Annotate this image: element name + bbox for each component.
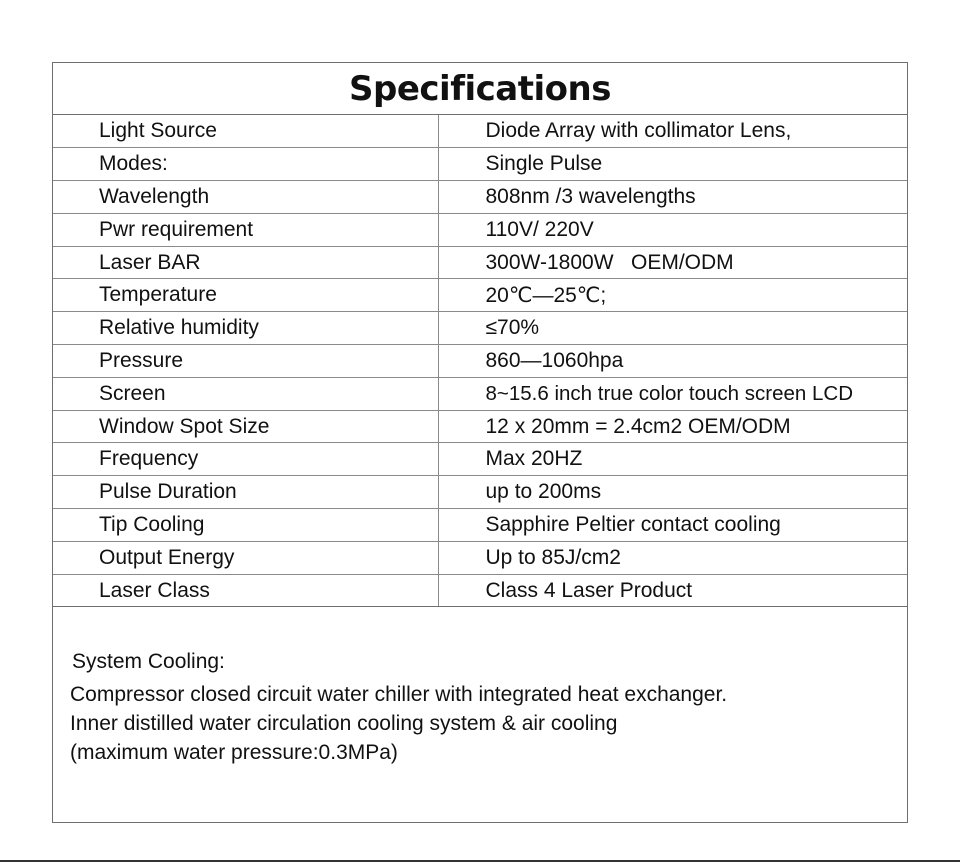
table-row [53,345,907,378]
spec-label: Screen [53,377,438,410]
table-row [53,312,907,345]
spec-value: 300W-1800W OEM/ODM [438,246,907,279]
spec-label: Pwr requirement [53,213,438,246]
system-cooling-section [53,607,907,767]
table-row [53,377,907,410]
spec-label: Window Spot Size [53,410,438,443]
system-cooling-line: (maximum water pressure:0.3MPa) [70,741,398,765]
spec-value: Up to 85J/cm2 [438,541,907,574]
spec-value: Single Pulse [438,148,907,181]
spec-label: Tip Cooling [53,509,438,542]
spec-value: 12 x 20mm = 2.4cm2 OEM/ODM [438,410,907,443]
spec-value: Class 4 Laser Product [438,574,907,607]
spec-value: 110V/ 220V [438,213,907,246]
table-row [53,541,907,574]
spec-label: Relative humidity [53,312,438,345]
spec-label: Pressure [53,345,438,378]
specifications-sheet [52,62,908,823]
spec-value: 20℃—25℃; [438,279,907,312]
spec-label: Light Source [53,115,438,148]
table-row [53,410,907,443]
page-title: Specifications [349,68,611,109]
system-cooling-heading: System Cooling: [72,650,225,674]
spec-label: Frequency [53,443,438,476]
spec-value: Max 20HZ [438,443,907,476]
spec-table [53,115,907,607]
spec-label: Output Energy [53,541,438,574]
title-bar [53,63,907,115]
spec-value: 860—1060hpa [438,345,907,378]
spec-label: Modes: [53,148,438,181]
spec-label: Wavelength [53,181,438,214]
spec-value: up to 200ms [438,476,907,509]
spec-value: ≤70% [438,312,907,345]
table-row [53,509,907,542]
spec-value: 8~15.6 inch true color touch screen LCD [438,377,907,410]
spec-value: Sapphire Peltier contact cooling [438,509,907,542]
spec-value: 808nm /3 wavelengths [438,181,907,214]
spec-value: Diode Array with collimator Lens, [438,115,907,148]
table-row [53,213,907,246]
system-cooling-line: Inner distilled water circulation cooling system & air cooling [70,712,618,736]
spec-label: Laser Class [53,574,438,607]
table-row [53,574,907,607]
system-cooling-line: Compressor closed circuit water chiller with integrated heat exchanger. [70,683,728,707]
spec-label: Pulse Duration [53,476,438,509]
table-row [53,279,907,312]
spec-label: Laser BAR [53,246,438,279]
table-row [53,246,907,279]
bottom-divider [0,860,960,862]
table-row [53,181,907,214]
table-row [53,476,907,509]
spec-label: Temperature [53,279,438,312]
table-row [53,443,907,476]
table-row [53,115,907,148]
table-row [53,148,907,181]
